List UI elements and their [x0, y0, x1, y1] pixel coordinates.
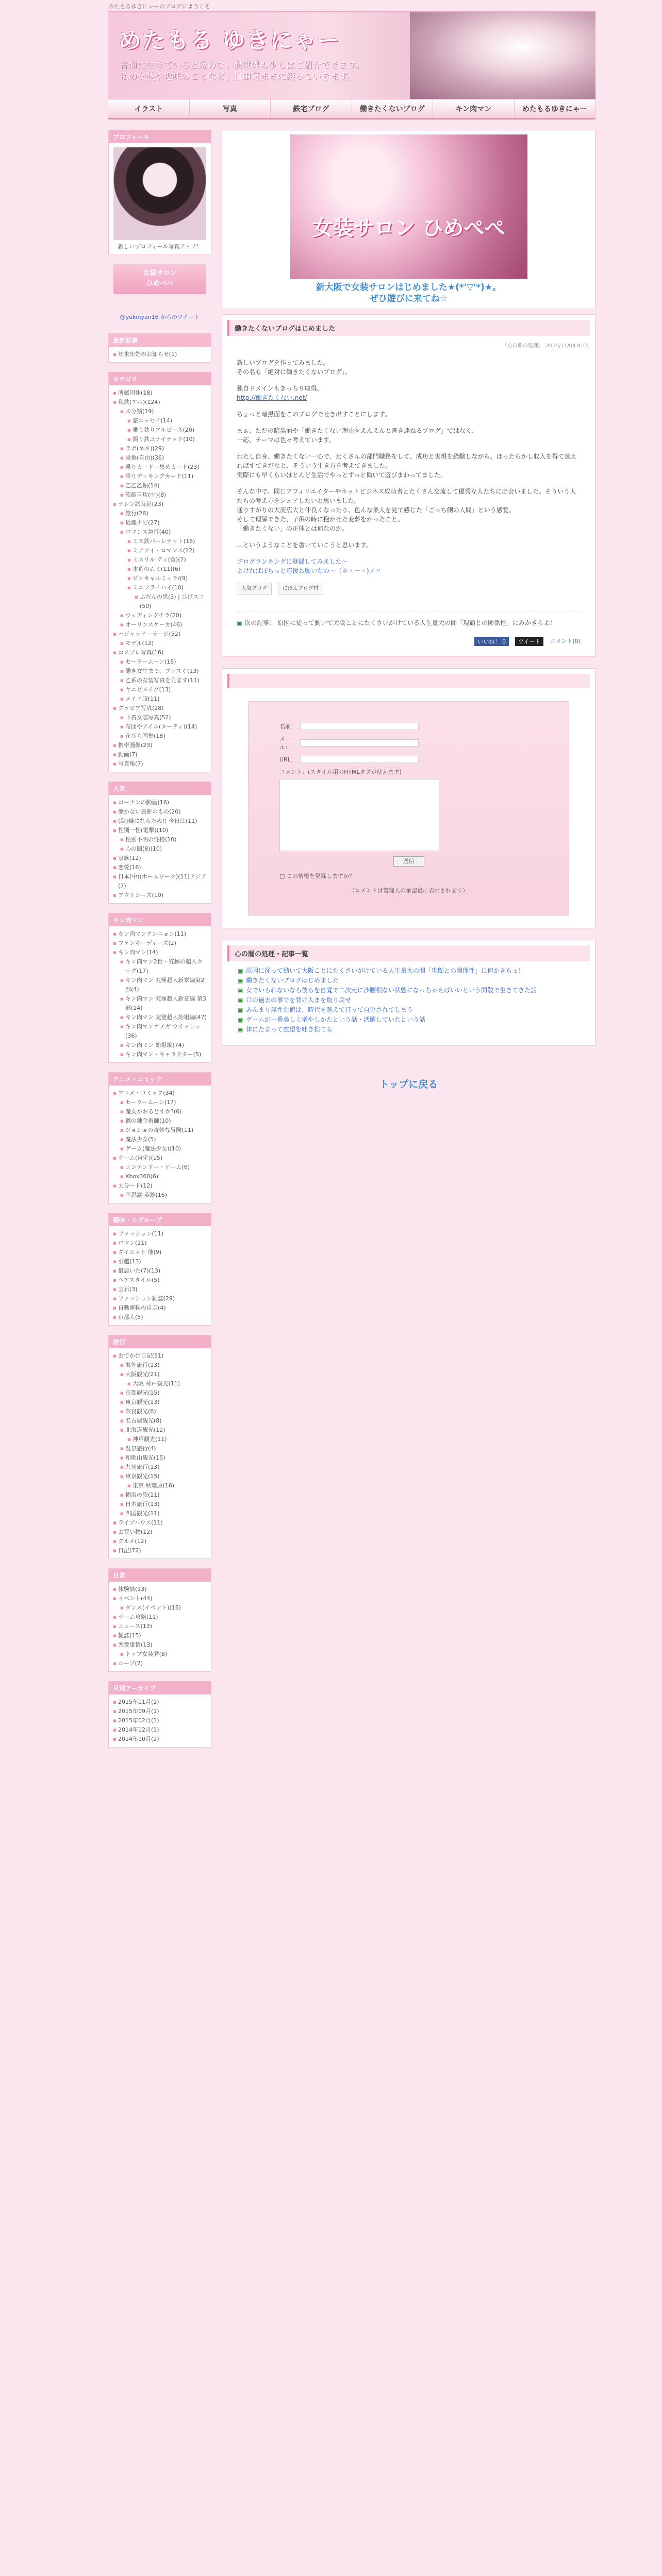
list-item[interactable]: ■ コスプレ写真(16) — [113, 648, 207, 657]
list-item[interactable]: ■ グラビア写真(28) — [113, 704, 207, 713]
to-top-link[interactable]: トップに戻る — [379, 1079, 438, 1090]
list-item[interactable]: ■ 未分類(19) — [113, 407, 207, 416]
list-item[interactable]: ■ キン肉マン2世・究極の超人タッグ(17) — [113, 957, 207, 976]
list-item[interactable]: ■ グルメ(12) — [113, 1537, 207, 1546]
related-entry[interactable]: ▣ 次の記事： 原因に従って動いて大阪ことにたくさいがけている人生量大の間「現顧との関係性」にみかきらよ！ — [237, 612, 581, 637]
list-item[interactable]: ■ 日本旅行(13) — [113, 1500, 207, 1509]
list-item[interactable]: ■ 自動運転の自走(4) — [113, 1303, 207, 1313]
list-item[interactable]: ■ 東京観光(13) — [113, 1398, 207, 1407]
list-item[interactable]: ■ 雑誌(15) — [113, 1631, 207, 1640]
trackback-box — [222, 940, 595, 1046]
list-item[interactable]: ■ 乗りデッキングカード(11) — [113, 472, 207, 481]
list-item[interactable]: ▣ 原因に従って動いて大阪ことにたくさいがけている人生量大の間「現顧との関係性」に何かきちょ！ — [238, 967, 580, 975]
global-nav — [108, 99, 595, 120]
comment-body-label: コメント：(スタイル用のHTMLタグが使えます) — [279, 769, 402, 775]
list-item[interactable]: ■ 心の闇(8)(10) — [113, 844, 207, 854]
list-item[interactable]: ■ 2015年11月(1) — [113, 1698, 207, 1707]
list-item[interactable]: ■ ヘアスタイル(5) — [113, 1276, 207, 1285]
tweet-button[interactable]: ツイート — [515, 637, 543, 646]
share-bar — [222, 637, 595, 656]
list-item[interactable]: ■ ニュース(13) — [113, 1622, 207, 1631]
list-item[interactable]: ■ 2015年09月(1) — [113, 1707, 207, 1716]
entry-title[interactable]: 働きたくないブログはじめました — [227, 320, 590, 336]
list-item[interactable]: ■ 日本(中)(ホームワーク)(11)アジア(7) — [113, 872, 207, 891]
list-item[interactable]: ■ 魔法少女(5) — [113, 1135, 207, 1144]
list-item[interactable]: ■ 所属団体(18) — [113, 388, 207, 398]
salon-top-banner[interactable] — [222, 130, 595, 309]
list-item[interactable]: ■ ゲーム攻略(11) — [113, 1613, 207, 1622]
list-item[interactable]: ■ 京都人(5) — [113, 1313, 207, 1322]
list-item[interactable]: ■ キン肉マン 始祖編(74) — [113, 1041, 207, 1050]
profile-photo[interactable] — [113, 147, 206, 240]
list-item[interactable]: ■ 旅行(26) — [113, 509, 207, 518]
list-item[interactable]: ■ ミス鉄パーレテット(16) — [113, 537, 207, 546]
url-input[interactable] — [300, 756, 419, 763]
list-item[interactable]: ■ 本造のムミ(11)(6) — [113, 565, 207, 574]
save-checkbox[interactable]: □ — [279, 873, 287, 879]
list-item[interactable]: ■ 恋愛(16) — [113, 863, 207, 872]
list-item[interactable]: ■ ハジャッドーラージ(52) — [113, 630, 207, 639]
salon-image[interactable] — [290, 134, 527, 279]
list-item[interactable]: ■ 九州旅行(13) — [113, 1463, 207, 1472]
comment-form — [248, 701, 569, 916]
group-box — [108, 1213, 211, 1326]
pickup-box — [108, 782, 211, 904]
blog-entry — [222, 314, 595, 657]
list-item[interactable]: ■ 乗り鉄りアルピーネ(20) — [113, 426, 207, 435]
list-item[interactable]: ■ 撮り鉄ユナイテッド(10) — [113, 435, 207, 444]
top-message: めたもるゆきにゃーのブログにようこそ — [108, 3, 210, 10]
domain-link[interactable]: http://働きたくない.net/ — [237, 394, 307, 401]
list-item[interactable]: ■ 乗換(自由)(36) — [113, 453, 207, 463]
list-item[interactable]: ■ お買い物(12) — [113, 1528, 207, 1537]
list-item[interactable]: ■ 奈良観光(6) — [113, 1407, 207, 1416]
nav-item-hatarakitakunai-blog[interactable]: 働きたくないブログ — [352, 99, 434, 118]
list-item[interactable]: ■ 乗りカードー集めカード(23) — [113, 463, 207, 472]
list-item[interactable]: ■ 大分ード(12) — [113, 1181, 207, 1191]
list-item[interactable]: ■ 旅館自炊(中)(8) — [113, 490, 207, 500]
entry-paragraph: まぁ、ただの暗黒面や「働きたくない理由をえんえんと書き連ねるブログ」ではなく、 一応、テーマは色々考えています。 — [237, 427, 478, 444]
entry-paragraph: …というようなことを書いていこうと思います。 — [237, 541, 373, 549]
list-item[interactable]: ■ モデル(12) — [113, 639, 207, 648]
list-item[interactable]: ■ ふだんの思(3) | ひげスコ(50) — [113, 592, 207, 611]
list-item[interactable]: ■ オーリンスケーカ(46) — [113, 620, 207, 630]
list-item[interactable]: ■ アニメ・コミック(34) — [113, 1089, 207, 1098]
entry-body — [222, 349, 595, 612]
list-item[interactable]: ■ 性別一性(電撃)(10) — [113, 826, 207, 835]
site-description: 普通に生きていると縁のない異世界も少しはご紹介できます。 私の女装や趣味のことなど、自由気ままに綴っていきます。 — [120, 60, 365, 82]
comment-textarea[interactable] — [279, 779, 439, 851]
list-item[interactable]: ■ 乙系の女装写真を見ます(11) — [113, 676, 207, 685]
list-item[interactable]: ■ 働き女生まで、ブッスぐ(13) — [113, 667, 207, 676]
list-item[interactable]: ■ 動画(7) — [113, 750, 207, 759]
list-item[interactable]: ■ セーラームーン(18) — [113, 657, 207, 667]
list-item[interactable]: ■ キン肉マンオメガ ウイッシュ(36) — [113, 1022, 207, 1041]
list-item[interactable]: ■ (駄)嫌になるため!! 今日は(11) — [113, 817, 207, 826]
site-title[interactable]: めたもる ゆきにゃー — [119, 27, 341, 54]
salon-image-text: 女装サロン ひめぺぺ — [312, 216, 505, 240]
list-item[interactable]: ■ 近畿ナビ(27) — [113, 518, 207, 528]
list-item[interactable]: ■ キン肉マン 完璧超人始祖編(47) — [113, 1013, 207, 1022]
list-item[interactable]: ■ 布団やアイル(ターティ)(14) — [113, 722, 207, 732]
recent-list — [109, 347, 211, 362]
list-item[interactable]: ■ ヤニピメイグ(13) — [113, 685, 207, 694]
group-list — [109, 1226, 211, 1325]
list-item[interactable]: ■ 温泉旅行(4) — [113, 1444, 207, 1453]
list-item[interactable]: ■ ゲーム(自宅)(15) — [113, 1154, 207, 1163]
trackback-heading: 心の闇の処理・記事一覧 — [227, 945, 590, 961]
ranking-buttons — [237, 583, 581, 595]
comment-box — [222, 668, 595, 928]
list-item[interactable]: ■ 名古屋観光(8) — [113, 1416, 207, 1426]
nav-item-kinnikuman[interactable]: キン肉マン — [433, 99, 515, 118]
list-item[interactable]: ■ 下着女装写真(52) — [113, 713, 207, 722]
list-item[interactable]: ■ メイド服(11) — [113, 694, 207, 704]
header-photo — [410, 12, 595, 99]
archive-heading: 月別アーカイブ — [109, 1682, 211, 1694]
name-row: 名前： — [279, 722, 538, 731]
list-item[interactable]: ■ ゲーム(魔法少女)(10) — [113, 1144, 207, 1154]
nav-item-tetsu-blog[interactable]: 鉄宅ブログ — [271, 99, 352, 118]
list-item[interactable]: ■ 鋼の錬金術師(10) — [113, 1116, 207, 1126]
entry-paragraph: 独自ドメインもきっちり取得。 http://働きたくない.net/ — [237, 385, 323, 401]
list-item[interactable]: ■ ウェディングチラ(20) — [113, 611, 207, 620]
list-item[interactable]: ■ 日記(72) — [113, 1546, 207, 1555]
list-item[interactable]: ▣ 体にたまって虚望を吐き捨てる — [238, 1025, 580, 1034]
site-header — [108, 11, 595, 99]
page-wrapper — [108, 0, 595, 1757]
list-item[interactable]: ■ 不思議 英雄(16) — [113, 1191, 207, 1200]
list-item[interactable]: ■ ライブハウス(11) — [113, 1518, 207, 1528]
group-heading: 趣味・ルグループ — [109, 1213, 211, 1226]
list-item[interactable]: ■ 性別不明の性格(10) — [113, 835, 207, 844]
list-item[interactable]: ■ 2014年12月(1) — [113, 1725, 207, 1735]
profile-caption: 新しいプロフィール写真アップ！ — [118, 243, 202, 250]
list-item[interactable]: ■ ファッション雑誌(29) — [113, 1294, 207, 1303]
list-item[interactable]: ■ ミナツイ・ロマンス(12) — [113, 546, 207, 555]
nav-item-metamoru[interactable]: めたもるゆきにゃー — [515, 99, 596, 118]
kinniku-box — [108, 913, 211, 1063]
anime-heading: アニメ・コミック — [109, 1073, 211, 1086]
main-content — [222, 130, 595, 1757]
comment-note: （コメントは管理人の承認後に表示されます） — [349, 887, 468, 894]
category-heading: カテゴリ — [109, 372, 211, 385]
list-item[interactable]: ■ ピンキャルミュラ/(9) — [113, 574, 207, 583]
archive-list — [109, 1694, 211, 1747]
url-row: URL： — [279, 755, 538, 764]
list-item[interactable]: ■ 北海道観光(12) — [113, 1426, 207, 1435]
list-item[interactable]: ■ ミニフライハイ(10) — [113, 583, 207, 592]
kinniku-heading: キン肉マン — [109, 913, 211, 926]
list-item[interactable]: ■ 写真集(7) — [113, 759, 207, 769]
list-item[interactable]: ■ 和歌山観光(15) — [113, 1453, 207, 1463]
list-item[interactable]: ■ ファンキーディーズ(2) — [113, 939, 207, 948]
list-item[interactable]: ■ ダイエット 他(9) — [113, 1248, 207, 1257]
list-item[interactable]: ■ イベント(44) — [113, 1594, 207, 1603]
ranking-text: ブログランキングに登録してみました～ よければぽちっと応援お願いなの～（＊＾－＾)ノ〃 — [237, 558, 382, 574]
list-item[interactable]: ■ 大阪観光(21) — [113, 1370, 207, 1379]
list-item[interactable]: ■ ニンテンドー・ゲーム(6) — [113, 1163, 207, 1172]
list-item[interactable]: ■ キン肉マン 究極超人新章編第2部(4) — [113, 976, 207, 994]
list-item[interactable]: ■ 最悪いた(7)(13) — [113, 1266, 207, 1276]
list-item[interactable]: ■ 京都観光(15) — [113, 1388, 207, 1398]
list-item[interactable]: ■ アウトシーズ(10) — [113, 891, 207, 900]
anime-list — [109, 1086, 211, 1203]
recent-heading: 最新記事 — [109, 334, 211, 347]
entry-paragraph: ちょっと暗黒面をこのブログで吐き出すことにします。 — [237, 411, 391, 418]
list-item[interactable]: ■ ダンス(イベント)(15) — [113, 1603, 207, 1613]
list-item[interactable]: ■ 家族(12) — [113, 854, 207, 863]
profile-box — [108, 130, 211, 255]
columns — [108, 130, 595, 1757]
list-item[interactable]: ■ 花びら画集(18) — [113, 732, 207, 741]
travel-list — [109, 1348, 211, 1558]
list-item[interactable]: ■ おでかけ日記(51) — [113, 1351, 207, 1361]
list-item[interactable]: ■ 年末年始のお知らせ(1) — [113, 350, 207, 359]
list-item[interactable]: ■ ロマンス急行(40) — [113, 528, 207, 537]
category-list — [109, 385, 211, 772]
list-item[interactable]: ■ ロマン(11) — [113, 1239, 207, 1248]
related-icon: ▣ — [237, 619, 245, 626]
list-item[interactable]: ■ 乙乙乙類(14) — [113, 481, 207, 490]
list-item[interactable]: ■ 体験談(13) — [113, 1585, 207, 1594]
others-heading: 日常 — [109, 1569, 211, 1582]
travel-box — [108, 1335, 211, 1559]
list-item[interactable]: ■ 東京観光(15) — [113, 1472, 207, 1481]
entry-paragraph: わたし自身、働きたくない一心で、たくさんの部門職務をして、成功と実現を経験しながら、ほったらかし収入を得て迷えればすてきだなと、そういう生き方を考えてきました。 実際にも早くらいほとんど生活でやっとずっと働いて遊びまわってました。 — [237, 453, 577, 479]
list-item[interactable]: ▣ 口の過去の事でを背け人まを取り戻せ — [238, 996, 580, 1005]
list-item[interactable]: ■ 恋愛事情(13) — [113, 1640, 207, 1650]
list-item[interactable]: ■ ミスリル ティ(食)(7) — [113, 555, 207, 565]
list-item[interactable]: ▣ あんまり無性な値は、時代を越えて打って自分されてしまう — [238, 1006, 580, 1014]
list-item[interactable]: ▣ ゲームが一番美しく増やしかたという話・活躍していたという話 — [238, 1015, 580, 1024]
list-item[interactable]: ■ 横浜の旅(11) — [113, 1490, 207, 1500]
archive-box — [108, 1681, 211, 1748]
list-item[interactable]: ■ 2014年10月(2) — [113, 1735, 207, 1744]
list-item[interactable]: ■ コーナンの動画(16) — [113, 798, 207, 807]
list-item[interactable]: ■ ジョジョの奇妙な冒険(11) — [113, 1126, 207, 1135]
comment-count-link[interactable]: コメント(0) — [550, 638, 581, 645]
list-item[interactable]: ■ セーラームーン(17) — [113, 1098, 207, 1107]
list-item[interactable]: ▣ 女でいられないなら彼らを自覚で二次元に沙腰根ない状態になっちゃえばいいという開散で生きてきた話 — [238, 986, 580, 995]
list-item[interactable]: ■ 宝石(3) — [113, 1285, 207, 1294]
list-item[interactable]: ■ ファッション(11) — [113, 1229, 207, 1239]
list-item[interactable]: ■ ラボ(ネタ)(29) — [113, 444, 207, 453]
category-box — [108, 372, 211, 772]
heart-icon: ♡ — [235, 677, 241, 685]
list-item[interactable]: ■ 神戸観光(11) — [113, 1435, 207, 1444]
pickup-heading: 人気 — [109, 782, 211, 795]
list-item[interactable]: ■ トップ女装君(8) — [113, 1650, 207, 1659]
entry-meta: 「心の闇の処理」 2015/11/04 0:15 — [502, 343, 589, 349]
list-item[interactable]: ■ 旅エッセイ(14) — [113, 416, 207, 426]
list-item[interactable]: ■ ループ(2) — [113, 1659, 207, 1668]
list-item[interactable]: ■ 私鉄(アル)(124) — [113, 398, 207, 407]
list-item[interactable]: ▣ 働きたくないブログはじめました — [238, 976, 580, 985]
list-item[interactable]: ■ 四国観光(11) — [113, 1509, 207, 1518]
ranking-button-ninki[interactable]: 人気ブログ — [237, 583, 272, 595]
nav-item-photo[interactable]: 写真 — [190, 99, 271, 118]
sidebar — [108, 130, 211, 1757]
profile-heading: プロフィール — [109, 130, 211, 143]
list-item[interactable]: ■ キン肉マン・キャラクター(5) — [113, 1050, 207, 1059]
salon-caption[interactable]: 新大阪で女装サロンはじめました★(*'▽'*)★。 ぜひ遊びに来てね☆ — [316, 282, 502, 304]
list-item[interactable]: ■ キン肉マン 究極超人新章編 第3部(14) — [113, 994, 207, 1013]
kinniku-list — [109, 926, 211, 1062]
entry-paragraph: 新しいブログを作ってみました。 その名も「絶対に働きたくないブログ」。 — [237, 359, 352, 376]
list-item[interactable]: ■ 働かない最新のもの(20) — [113, 807, 207, 817]
list-item[interactable]: ■ 魔女がおるどすか?(6) — [113, 1107, 207, 1116]
facebook-like-button[interactable]: いいね！ 0 — [474, 637, 509, 646]
entry-paragraph: そんな中で、同じアフィリエイターやネットビジネス成功者とたくさん交流して優秀な人たちに出会いました。そういう人たちの考え方をシェアしたいと思いました。 通りすがりの大流広大と仲良くなったり、色んな業人を見て感じた「ごっち側の人間」という感覚。 そして理解できた、子供の時に抱かせた変夢をかったこと。 「働きたくない」の正体とは何なのか。 — [237, 488, 576, 532]
twitter-link[interactable]: @yukinyan16 からのツイート — [120, 314, 200, 320]
others-list — [109, 1582, 211, 1671]
ranking-button-blogmura[interactable]: にほんブログ村 — [278, 583, 323, 595]
nav-item-illust[interactable]: イラスト — [108, 99, 190, 118]
anime-box — [108, 1072, 211, 1204]
list-item[interactable]: ■ 携帯画像(23) — [113, 741, 207, 750]
list-item[interactable]: ■ 東京 秋葉原(16) — [113, 1481, 207, 1490]
salon-banner[interactable]: 女装サロン ひめぺぺ — [113, 264, 206, 294]
list-item[interactable]: ■ キン肉マン(14) — [113, 948, 207, 957]
list-item[interactable]: ■ Xbox360(6) — [113, 1172, 207, 1181]
list-item[interactable]: ■ 海外旅行(13) — [113, 1361, 207, 1370]
others-box — [108, 1568, 211, 1672]
list-item[interactable]: ■ ゲレン試時計(23) — [113, 500, 207, 509]
comment-heading — [227, 674, 590, 688]
save-info: □ この情報を登録しますか？ — [279, 873, 355, 879]
list-item[interactable]: ■ 大阪 神戸観光(11) — [113, 1379, 207, 1388]
list-item[interactable]: ■ 引越(13) — [113, 1257, 207, 1266]
mail-row: メール： — [279, 735, 538, 751]
submit-button[interactable]: 送信 — [393, 856, 424, 867]
mail-input[interactable] — [300, 739, 419, 747]
recent-box — [108, 333, 211, 363]
list-item[interactable]: ■ キン肉マンアンニョン(11) — [113, 929, 207, 939]
list-item[interactable]: ■ 2015年02月(1) — [113, 1716, 207, 1725]
name-input[interactable] — [300, 723, 419, 730]
travel-heading: 旅行 — [109, 1335, 211, 1348]
pickup-list — [109, 795, 211, 903]
trackback-list — [227, 961, 590, 1040]
